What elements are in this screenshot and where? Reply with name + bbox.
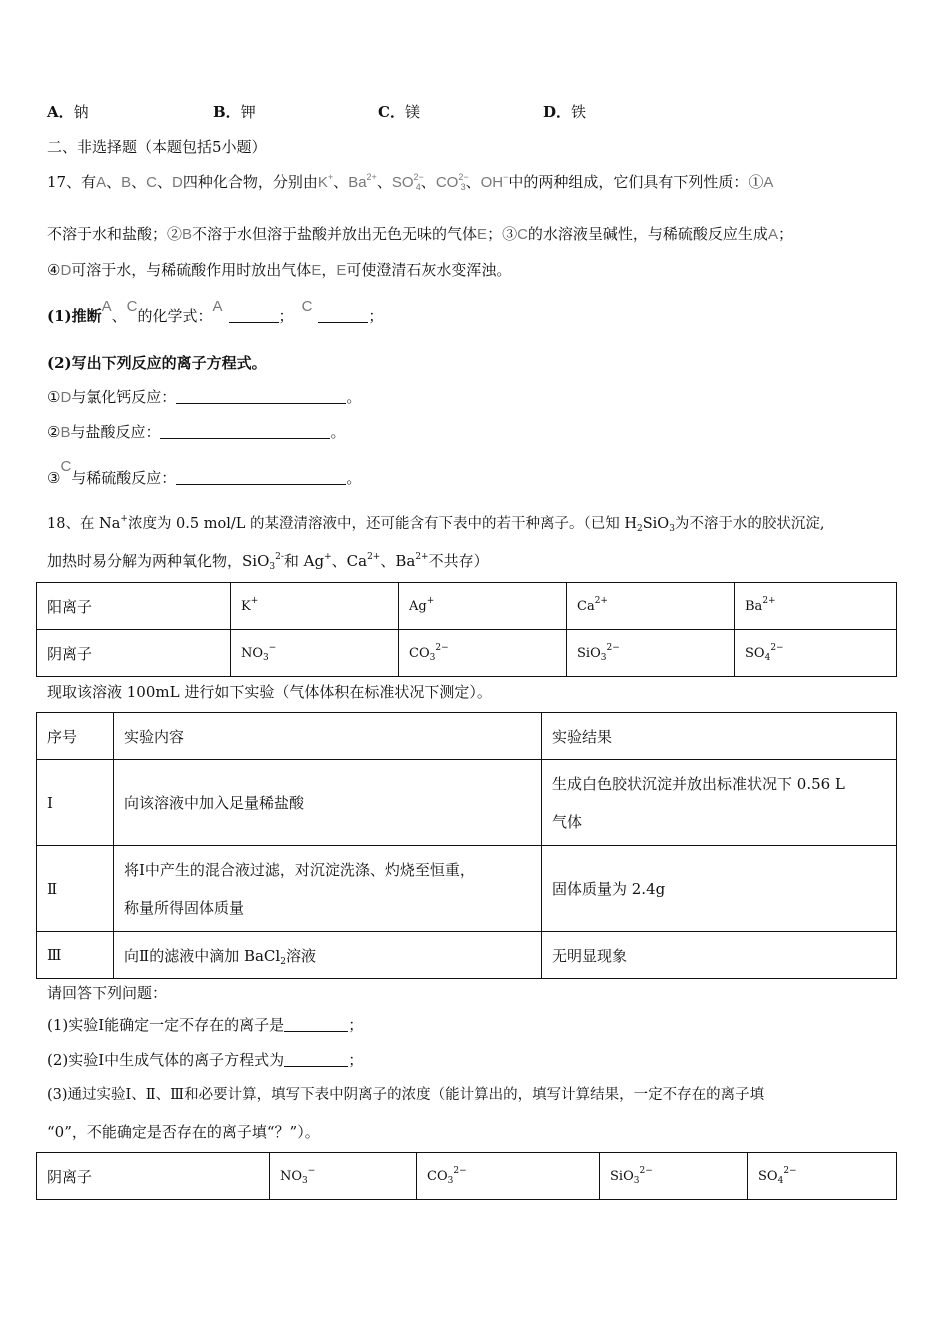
q17-line-2: 不溶于水和盐酸；②B不溶于水但溶于盐酸并放出无色无味的气体E；③C的水溶液呈碱性，与稀硫酸反应生成A； [47, 225, 793, 243]
q17-reaction-2: ②B与盐酸反应： 。 [47, 423, 346, 441]
row-content: 将Ⅰ中产生的混合液过滤，对沉淀洗涤、灼烧至恒重， 称量所得固体质量 [114, 846, 542, 932]
row-no: Ⅱ [37, 846, 114, 932]
cation-ag: Ag+ [399, 583, 567, 630]
answer-sio3: SiO$_3^{2-}$ [600, 1153, 748, 1200]
q17-reaction-1: ①D与氯化钙反应： 。 [47, 388, 362, 406]
row-result: 无明显现象 [542, 932, 897, 979]
anion-so4: $SO_4^{2-}$ [735, 630, 897, 677]
q17-line-1: 17、有A、B、C、D四种化合物，分别由K+、$Ba^{2+}$、$SO^{2-}_4$、$CO^{2-}_3$、OH−中的两种组成，它们具有下列性质：①A [47, 172, 774, 192]
ion-oh: OH− [480, 172, 509, 191]
q18-answer-3-line-1: (3)通过实验Ⅰ、Ⅱ、Ⅲ和必要计算，填写下表中阴离子的浓度（能计算出的，填写计算结果，一定不存在的离子填 [47, 1087, 765, 1103]
ion-ba: $Ba^{2+}$ [348, 172, 377, 191]
row-result: 固体质量为 2.4g [542, 846, 897, 932]
q18-line-2: 加热时易分解为两种氧化物，SiO$_3^{2-}$和 Ag+、$Ca^{2+}$、$Ba^{2+}$不共存） [47, 552, 489, 572]
option-b: B．钾 [213, 103, 256, 121]
answer-so4: $SO_4^{2-}$ [748, 1153, 897, 1200]
q17-reaction-3: ③C与稀硫酸反应： 。 [47, 458, 362, 487]
ion-table [36, 582, 897, 677]
answer-blank-r3[interactable] [176, 469, 346, 485]
q17-part-1: (1)推断A、C的化学式：A；C； [47, 298, 384, 325]
experiment-row-2 [37, 846, 897, 932]
cation-row [37, 583, 897, 630]
experiment-intro: 现取该溶液 100mL 进行如下实验（气体体积在标准状况下测定）。 [47, 683, 492, 701]
answer-no3: $NO_3^-$ [270, 1153, 417, 1200]
option-d: D．铁 [543, 103, 587, 121]
q17-part-2: (2)写出下列反应的离子方程式。 [47, 354, 267, 372]
header-content: 实验内容 [114, 713, 542, 760]
answer-table [36, 1152, 897, 1200]
answer-blank-c[interactable] [318, 307, 368, 323]
row-no: Ⅰ [37, 760, 114, 846]
row-content: 向该溶液中加入足量稀盐酸 [114, 760, 542, 846]
experiment-header-row [37, 713, 897, 760]
experiment-row-1 [37, 760, 897, 846]
answer-co3: $CO_3^{2-}$ [417, 1153, 600, 1200]
q18-line-1: 18、在 Na+浓度为 0.5 mol/L 的某澄清溶液中，还可能含有下表中的若干种离子。（已知 $H_2SiO_3$为不溶于水的胶状沉淀, [47, 514, 825, 534]
ion-co3: $CO^{2-}_3$ [435, 172, 469, 192]
header-result: 实验结果 [542, 713, 897, 760]
answer-row [37, 1153, 897, 1200]
anion-co3: $CO_3^{2-}$ [399, 630, 567, 677]
answer-blank-a[interactable] [229, 307, 279, 323]
q17-line-3: ④D可溶于水，与稀硫酸作用时放出气体E，E可使澄清石灰水变浑浊。 [47, 261, 512, 279]
option-a: A．钠 [47, 103, 89, 121]
answer-blank-r1[interactable] [176, 388, 346, 404]
row-result: 生成白色胶状沉淀并放出标准状况下 0.56 L 气体 [542, 760, 897, 846]
experiment-row-3 [37, 932, 897, 979]
anion-label: 阴离子 [37, 630, 231, 677]
anion-sio3: SiO$_3^{2-}$ [567, 630, 735, 677]
q18-answer-3-line-2: “0”，不能确定是否存在的离子填“？”）。 [47, 1123, 320, 1141]
row-no: Ⅲ [37, 932, 114, 979]
cation-ca: $Ca^{2+}$ [567, 583, 735, 630]
cation-ba: $Ba^{2+}$ [735, 583, 897, 630]
ask-line: 请回答下列问题： [47, 984, 168, 1002]
answer-label: 阴离子 [37, 1153, 270, 1200]
ion-so4: $SO^{2-}_4$ [391, 172, 424, 192]
section-title: 二、非选择题（本题包括5小题） [47, 138, 267, 156]
answer-blank-1[interactable] [284, 1016, 348, 1032]
cation-label: 阳离子 [37, 583, 231, 630]
experiment-table [36, 712, 897, 979]
ion-k: K+ [317, 172, 334, 191]
option-c: C．镁 [378, 103, 420, 121]
anion-row [37, 630, 897, 677]
header-no: 序号 [37, 713, 114, 760]
q18-answer-2: (2)实验Ⅰ中生成气体的离子方程式为 ； [47, 1051, 364, 1069]
q18-answer-1: (1)实验Ⅰ能确定一定不存在的离子是 ； [47, 1016, 364, 1034]
answer-blank-2[interactable] [284, 1051, 348, 1067]
anion-no3: $NO_3^-$ [231, 630, 399, 677]
answer-blank-r2[interactable] [160, 423, 330, 439]
row-content: 向Ⅱ的滤液中滴加 BaCl$_2$溶液 [114, 932, 542, 979]
cation-k: K+ [231, 583, 399, 630]
